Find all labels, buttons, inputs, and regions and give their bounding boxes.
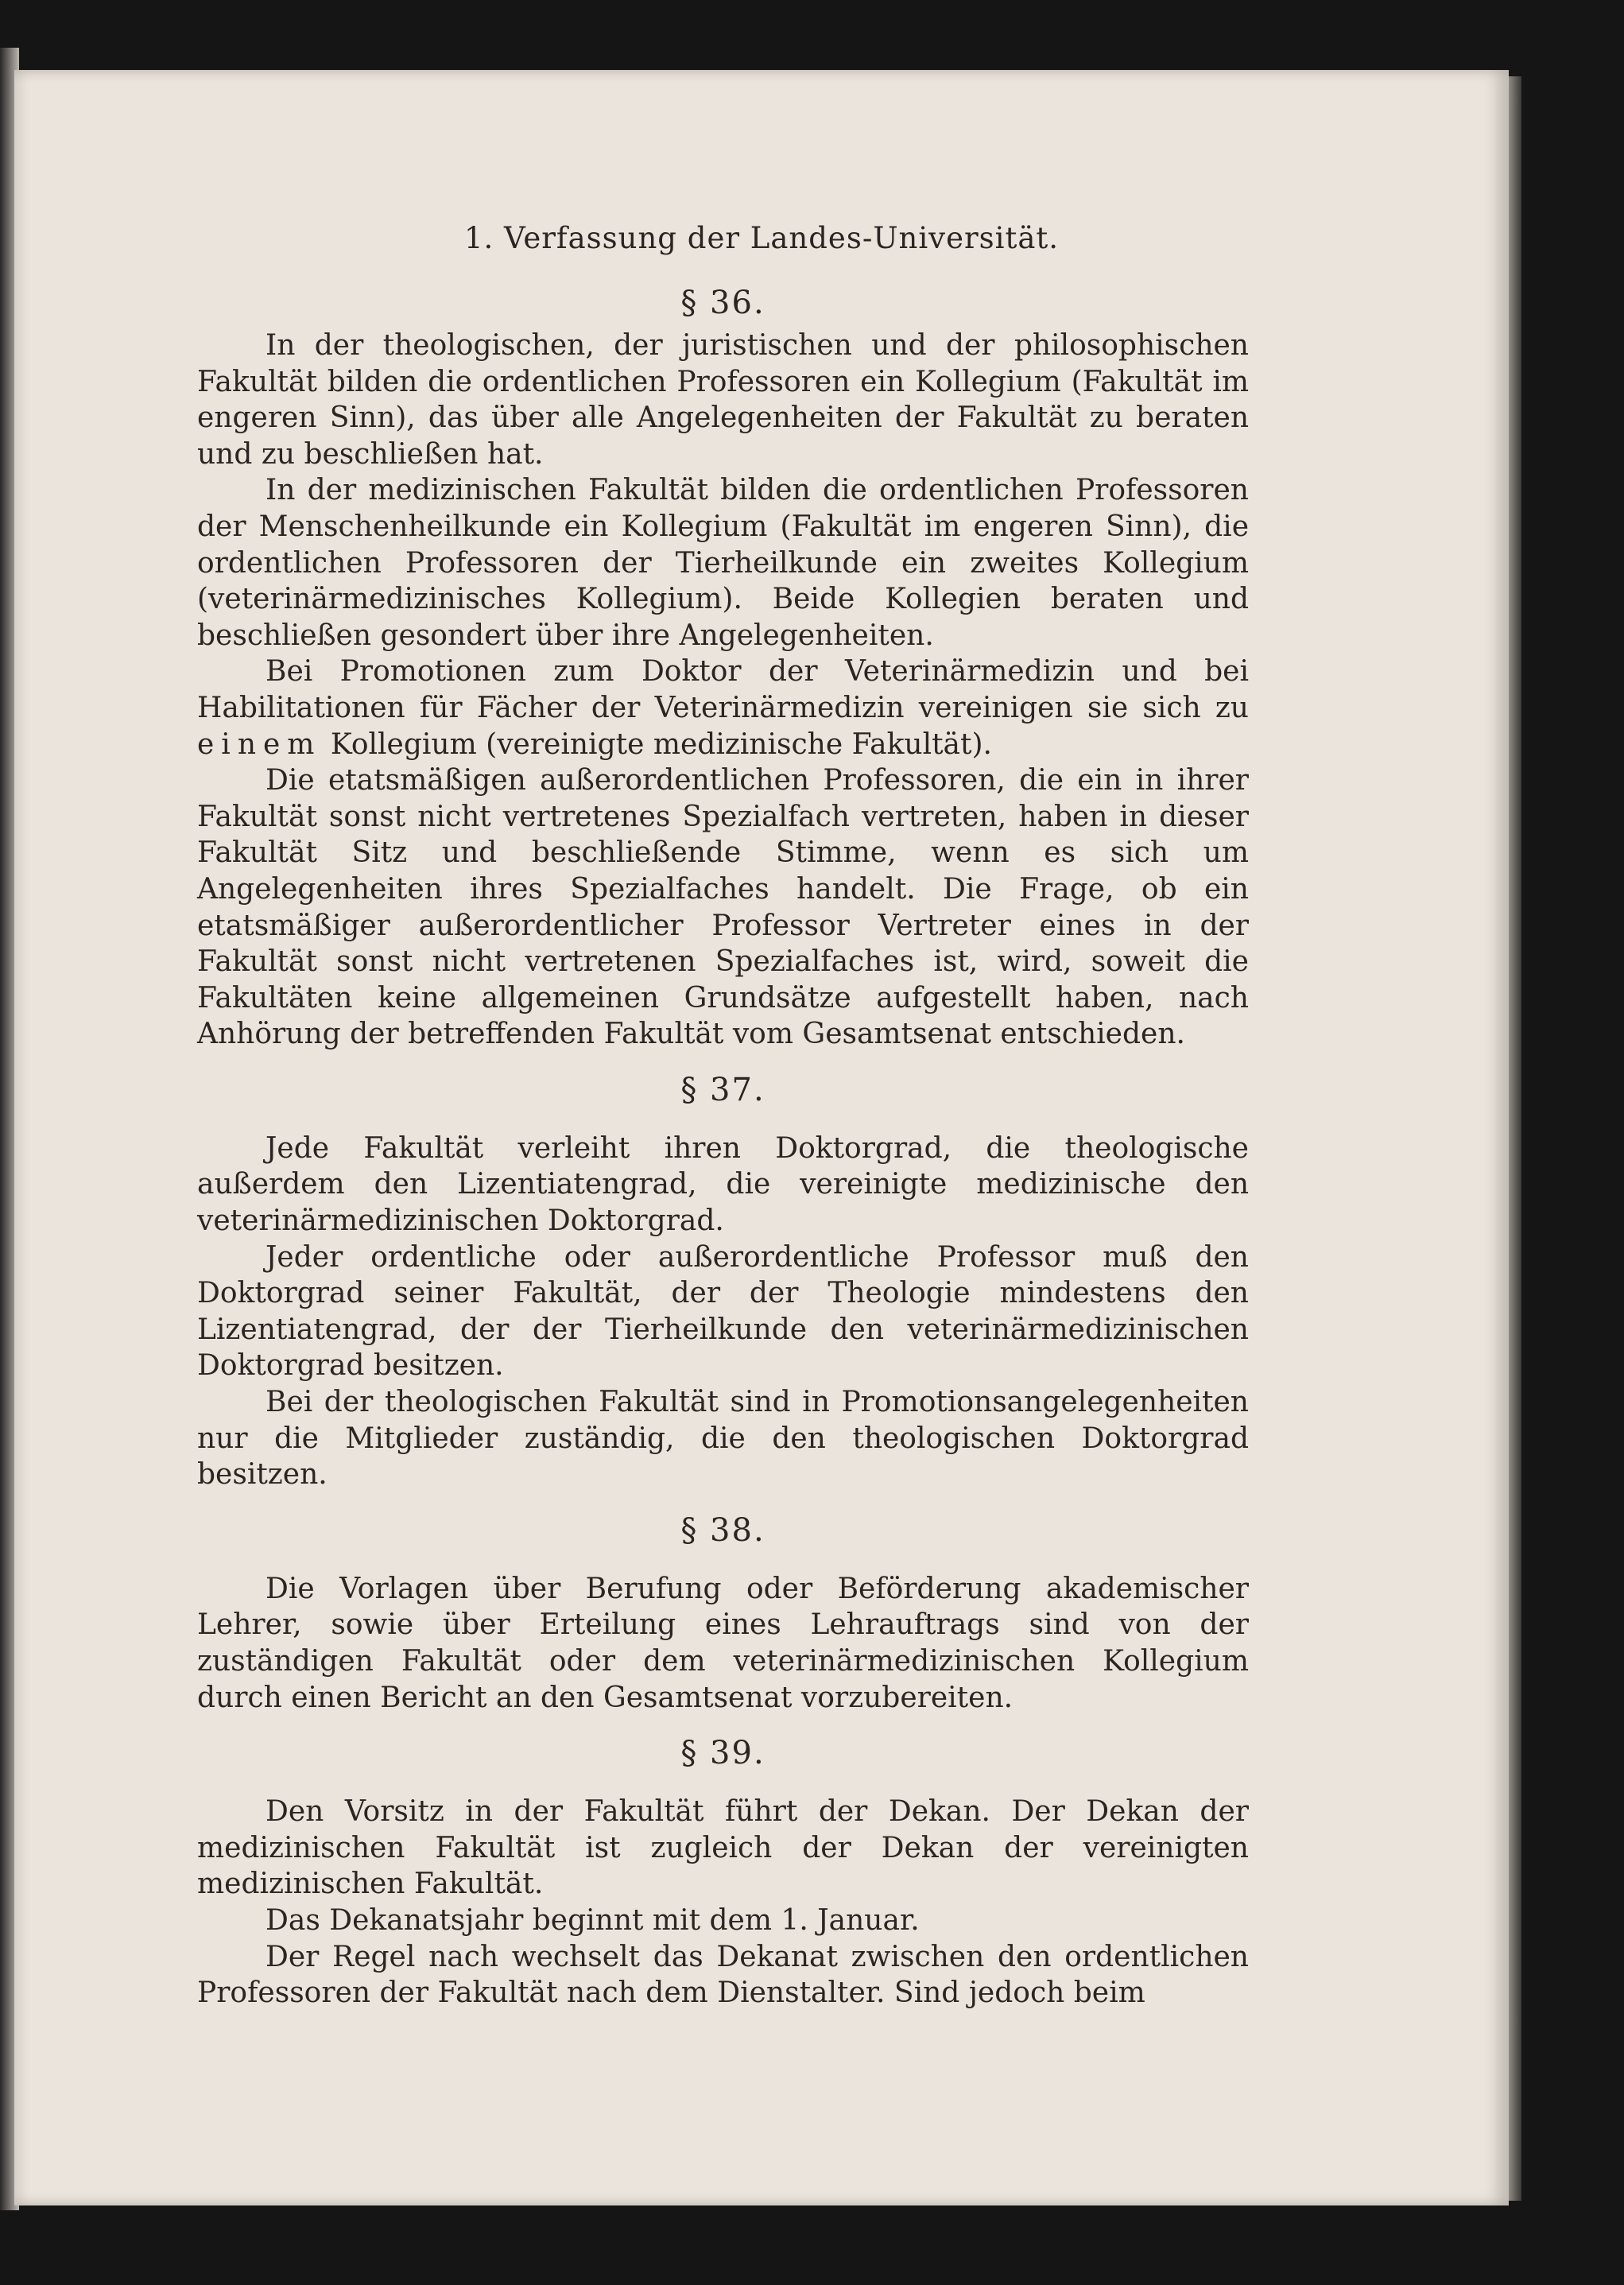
paragraph: Den Vorsitz in der Fakultät führt der Dekan. Der Dekan der medizinischen Fakultät ist zugleich der Dekan der vereinigten medizinischen Fakultät. <box>197 1795 1249 1901</box>
paragraph: Die etatsmäßigen außerordentlichen Professoren, die ein in ihrer Fakultät sonst nicht vertretenes Spezialfach vertreten, haben in dieser Fakultät Sitz und beschließende Stimme, wenn es sich um Angelegenheiten ihres Spezialfaches handelt. Die Frage, ob ein etatsmäßiger außerordentlicher Professor Vertreter eines in der Fakultät sonst nicht vertretenen Spezialfaches ist, wird, soweit die Fakultäten keine allgemeinen Grundsätze aufgestellt haben, nach Anhörung der betreffenden Fakultät vom Gesamtsenat entschieden. <box>197 764 1249 1051</box>
paragraph: In der medizinischen Fakultät bilden die ordentlichen Professoren der Menschenheilkunde ein Kollegium (Fakultät im engeren Sinn), die ordentlichen Professoren der Tierheilkunde ein zweites Kollegium (veterinärmedizinisches Kollegium). Beide Kollegien beraten und beschließen gesondert über ihre Angelegenheiten. <box>197 474 1249 652</box>
emphasized-word: einem <box>197 727 322 761</box>
paragraph: Der Regel nach wechselt das Dekanat zwischen den ordentlichen Professoren der Fakultät nach dem Dienstalter. Sind jedoch beim <box>197 1940 1249 2010</box>
paragraph: Die Vorlagen über Berufung oder Beförderung akademischer Lehrer, sowie über Erteilung eines Lehrauftrags sind von der zuständigen Fakultät oder dem veterinärmedizinischen Kollegium durch einen Bericht an den Gesamtsenat vorzubereiten. <box>197 1572 1249 1714</box>
paragraph-text: Bei Promotionen zum Doktor der Veterinärmedizin und bei Habilitationen für Fächer der Veterinärmedizin vereinigen sie sich zu <box>197 655 1249 724</box>
running-header: 1. Verfassung der Landes-Universität. <box>463 221 1060 255</box>
paragraph: Bei der theologischen Fakultät sind in Promotionsangelegenheiten nur die Mitglieder zuständig, die den theologischen Doktorgrad besitzen. <box>197 1386 1249 1492</box>
paragraph: Jeder ordentliche oder außerordentliche Professor muß den Doktorgrad seiner Fakultät, der der Theologie mindestens den Lizentiatengrad, der der Tierheilkunde den veterinärmedizinischen Doktorgrad besitzen. <box>197 1240 1249 1383</box>
section-heading-36: § 36. <box>680 285 765 321</box>
paragraph: Jede Fakultät verleiht ihren Doktorgrad, die theologische außerdem den Lizentiatengrad, die vereinigte medizinische den veterinärmedizinischen Doktorgrad. <box>197 1131 1249 1238</box>
section-heading-38: § 38. <box>680 1511 765 1549</box>
section-heading-39: § 39. <box>680 1735 765 1772</box>
section-heading-37: § 37. <box>680 1071 765 1108</box>
paragraph: Das Dekanatsjahr beginnt mit dem 1. Januar. <box>265 1903 920 1937</box>
scanned-page <box>14 70 1509 2205</box>
document-body <box>197 278 1249 2011</box>
paragraph: In der theologischen, der juristischen und der philosophischen Fakultät bilden die ordentlichen Professoren ein Kollegium (Fakultät im engeren Sinn), das über alle Angelegenheiten der Fakultät zu beraten und zu beschließen hat. <box>197 329 1249 471</box>
paragraph <box>197 654 1249 762</box>
page-shadow-right <box>1509 76 1521 2201</box>
paragraph-text: Kollegium (vereinigte medizinische Fakultät). <box>321 727 992 761</box>
